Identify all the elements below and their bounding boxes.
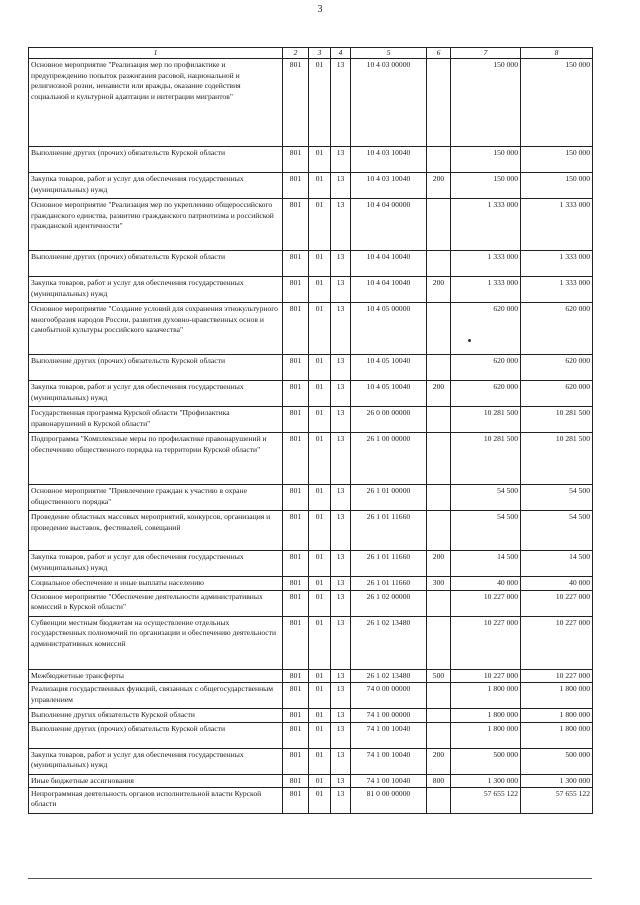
table-row [29,251,593,277]
table-row [29,355,593,381]
bottom-rule [28,878,592,879]
budget-table [28,47,593,814]
cell-code-3: 01 [309,722,331,748]
cell-amount-7: 10 227 000 [451,616,521,669]
cell-code-6: 200 [427,381,451,407]
table-row [29,709,593,722]
cell-name: Закупка товаров, работ и услуг для обеспечения государственных (муниципальных) нужд [29,277,283,303]
cell-name: Основное мероприятие "Обеспечение деятельности административных комиссий в Курской области" [29,590,283,616]
cell-name: Закупка товаров, работ и услуг для обеспечения государственных (муниципальных) нужд [29,551,283,577]
cell-code-5: 26 1 00 00000 [351,433,427,485]
cell-name: Закупка товаров, работ и услуг для обеспечения государственных (муниципальных) нужд [29,381,283,407]
cell-code-2: 801 [283,303,309,355]
cell-code-5: 74 1 00 10040 [351,774,427,787]
cell-amount-7: 1 800 000 [451,709,521,722]
cell-code-4: 13 [331,709,351,722]
cell-amount-7: 10 227 000 [451,590,521,616]
cell-code-3: 01 [309,381,331,407]
cell-code-5: 74 1 00 10040 [351,722,427,748]
cell-code-4: 13 [331,407,351,433]
cell-code-2: 801 [283,407,309,433]
cell-amount-8: 1 800 000 [521,683,593,709]
cell-amount-7: 150 000 [451,59,521,147]
cell-code-6 [427,147,451,173]
cell-name: Выполнение других (прочих) обязательств Курской области [29,722,283,748]
cell-code-5: 26 0 00 00000 [351,407,427,433]
cell-code-5: 10 4 05 10040 [351,381,427,407]
cell-amount-8: 57 655 122 [521,788,593,814]
cell-name: Закупка товаров, работ и услуг для обеспечения государственных (муниципальных) нужд [29,748,283,774]
header-col-8: 8 [521,48,593,59]
cell-code-3: 01 [309,616,331,669]
table-row [29,683,593,709]
cell-amount-7: 1 333 000 [451,277,521,303]
cell-code-4: 13 [331,669,351,682]
table-row [29,616,593,669]
table-body [29,59,593,814]
cell-code-2: 801 [283,511,309,551]
cell-code-5: 26 1 02 00000 [351,590,427,616]
cell-code-4: 13 [331,59,351,147]
cell-code-6 [427,788,451,814]
cell-code-5: 10 4 03 10040 [351,173,427,199]
cell-amount-7: 150 000 [451,173,521,199]
cell-code-2: 801 [283,616,309,669]
cell-amount-8: 10 227 000 [521,590,593,616]
cell-code-4: 13 [331,433,351,485]
cell-code-2: 801 [283,788,309,814]
table-row [29,722,593,748]
header-col-1: 1 [29,48,283,59]
cell-name: Основное мероприятие "Реализация мер по профилактике и предупреждению попыток разжигания расовой, национальной и религиозной розни, ненависти или вражды, оказание содействия социальной и культурной адаптации и интеграции мигрантов" [29,59,283,147]
cell-code-3: 01 [309,788,331,814]
cell-code-6: 800 [427,774,451,787]
cell-code-4: 13 [331,748,351,774]
cell-amount-7: 10 227 000 [451,669,521,682]
page-number: 3 [317,4,323,15]
cell-code-5: 81 0 00 00000 [351,788,427,814]
cell-code-2: 801 [283,381,309,407]
cell-code-3: 01 [309,199,331,251]
cell-name: Государственная программа Курской области "Профилактика правонарушений в Курской области" [29,407,283,433]
cell-code-3: 01 [309,577,331,590]
cell-code-5: 10 4 03 10040 [351,147,427,173]
table-row [29,147,593,173]
cell-amount-7: 150 000 [451,147,521,173]
cell-code-3: 01 [309,355,331,381]
header-col-6: 6 [427,48,451,59]
cell-code-6: 500 [427,669,451,682]
cell-amount-7: 1 300 000 [451,774,521,787]
table-row [29,381,593,407]
cell-code-4: 13 [331,788,351,814]
cell-amount-7: 1 800 000 [451,683,521,709]
cell-code-6: 300 [427,577,451,590]
table-row [29,551,593,577]
cell-amount-8: 40 000 [521,577,593,590]
cell-amount-7: 40 000 [451,577,521,590]
table-row [29,748,593,774]
cell-name: Иные бюджетные ассигнования [29,774,283,787]
cell-amount-8: 10 227 000 [521,669,593,682]
cell-code-2: 801 [283,485,309,511]
cell-code-2: 801 [283,748,309,774]
cell-code-4: 13 [331,355,351,381]
cell-code-3: 01 [309,669,331,682]
cell-code-5: 26 1 02 13480 [351,669,427,682]
cell-code-2: 801 [283,59,309,147]
cell-code-4: 13 [331,511,351,551]
cell-code-5: 74 1 00 00000 [351,709,427,722]
cell-code-2: 801 [283,251,309,277]
cell-code-5: 74 0 00 00000 [351,683,427,709]
cell-code-6 [427,683,451,709]
cell-code-6: 200 [427,748,451,774]
table-row [29,199,593,251]
cell-amount-8: 10 227 000 [521,616,593,669]
cell-code-6 [427,485,451,511]
table-row [29,407,593,433]
cell-code-6 [427,511,451,551]
cell-code-6 [427,251,451,277]
cell-code-2: 801 [283,147,309,173]
cell-amount-7: 10 281 500 [451,407,521,433]
cell-name: Основное мероприятие "Реализация мер по укреплению общероссийского гражданского единства, развитию гражданского патриотизма и российской гражданской идентичности" [29,199,283,251]
cell-name: Основное мероприятие "Создание условий для сохранения этнокультурного многообразия народов России, развития духовно-нравственных основ и самобытной культуры российского казачества" [29,303,283,355]
cell-code-6: 200 [427,277,451,303]
cell-code-6: 200 [427,173,451,199]
table-row [29,511,593,551]
cell-code-3: 01 [309,251,331,277]
cell-code-5: 26 1 02 13480 [351,616,427,669]
cell-amount-7: 500 000 [451,748,521,774]
cell-name: Реализация государственных функций, связанных с общегосударственным управлением [29,683,283,709]
cell-amount-8: 620 000 [521,303,593,355]
table-row [29,577,593,590]
cell-amount-8: 500 000 [521,748,593,774]
header-col-7: 7 [451,48,521,59]
cell-code-3: 01 [309,173,331,199]
cell-amount-7: 1 800 000 [451,722,521,748]
table-row [29,788,593,814]
header-row [29,48,593,59]
table-row [29,485,593,511]
cell-code-3: 01 [309,433,331,485]
cell-name: Социальное обеспечение и иные выплаты населению [29,577,283,590]
table-row [29,774,593,787]
cell-code-2: 801 [283,669,309,682]
cell-amount-7: 620 000 [451,355,521,381]
cell-code-2: 801 [283,433,309,485]
table-row [29,277,593,303]
cell-code-4: 13 [331,199,351,251]
cell-name: Непрограммная деятельность органов исполнительной власти Курской области [29,788,283,814]
cell-code-4: 13 [331,251,351,277]
cell-code-6 [427,303,451,355]
cell-code-5: 10 4 05 10040 [351,355,427,381]
header-col-5: 5 [351,48,427,59]
cell-amount-8: 1 333 000 [521,251,593,277]
cell-code-5: 10 4 03 00000 [351,59,427,147]
cell-name: Выполнение других (прочих) обязательств Курской области [29,251,283,277]
cell-amount-7: 1 333 000 [451,251,521,277]
cell-code-3: 01 [309,551,331,577]
cell-code-4: 13 [331,381,351,407]
cell-code-6: 200 [427,551,451,577]
cell-amount-8: 1 333 000 [521,199,593,251]
cell-code-6 [427,355,451,381]
cell-code-4: 13 [331,551,351,577]
cell-code-3: 01 [309,683,331,709]
cell-amount-8: 620 000 [521,355,593,381]
cell-code-5: 10 4 04 00000 [351,199,427,251]
cell-code-4: 13 [331,616,351,669]
cell-amount-8: 10 281 500 [521,407,593,433]
cell-code-2: 801 [283,355,309,381]
cell-name: Субвенции местным бюджетам на осуществление отдельных государственных полномочий по организации и обеспечению деятельности административных комиссий [29,616,283,669]
cell-amount-8: 620 000 [521,381,593,407]
cell-code-4: 13 [331,147,351,173]
cell-amount-7: 1 333 000 [451,199,521,251]
cell-code-3: 01 [309,407,331,433]
cell-code-2: 801 [283,709,309,722]
cell-code-6 [427,590,451,616]
table-row [29,59,593,147]
cell-code-6 [427,59,451,147]
cell-code-4: 13 [331,774,351,787]
cell-code-2: 801 [283,199,309,251]
cell-name: Межбюджетные трансферты [29,669,283,682]
cell-amount-8: 150 000 [521,173,593,199]
cell-code-5: 10 4 05 00000 [351,303,427,355]
cell-code-6 [427,722,451,748]
table-row [29,303,593,355]
cell-code-6 [427,433,451,485]
cell-name: Выполнение других (прочих) обязательств Курской области [29,147,283,173]
table-row [29,433,593,485]
cell-amount-8: 1 300 000 [521,774,593,787]
cell-code-4: 13 [331,577,351,590]
cell-code-2: 801 [283,551,309,577]
cell-code-5: 10 4 04 10040 [351,251,427,277]
cell-code-6 [427,199,451,251]
cell-amount-7: 620 000 [451,303,521,355]
cell-code-4: 13 [331,590,351,616]
table-row [29,173,593,199]
cell-code-2: 801 [283,277,309,303]
cell-code-4: 13 [331,303,351,355]
header-col-2: 2 [283,48,309,59]
cell-code-2: 801 [283,577,309,590]
cell-name: Подпрограмма "Комплексные меры по профилактике правонарушений и обеспечению общественного порядка на территории Курской области" [29,433,283,485]
cell-code-2: 801 [283,722,309,748]
cell-code-5: 74 1 00 10040 [351,748,427,774]
cell-amount-8: 150 000 [521,147,593,173]
cell-code-5: 26 1 01 00000 [351,485,427,511]
cell-code-2: 801 [283,683,309,709]
cell-code-3: 01 [309,485,331,511]
cell-code-3: 01 [309,59,331,147]
cell-amount-8: 54 500 [521,485,593,511]
cell-name: Выполнение других обязательств Курской области [29,709,283,722]
cell-amount-7: 54 500 [451,511,521,551]
cell-amount-7: 14 500 [451,551,521,577]
cell-amount-8: 1 800 000 [521,709,593,722]
cell-code-3: 01 [309,147,331,173]
cell-code-2: 801 [283,590,309,616]
cell-name: Закупка товаров, работ и услуг для обеспечения государственных (муниципальных) нужд [29,173,283,199]
cell-code-6 [427,709,451,722]
cell-amount-8: 14 500 [521,551,593,577]
cell-code-3: 01 [309,511,331,551]
cell-code-3: 01 [309,303,331,355]
cell-code-5: 26 1 01 11660 [351,551,427,577]
cell-code-3: 01 [309,748,331,774]
cell-amount-8: 1 800 000 [521,722,593,748]
cell-code-5: 26 1 01 11660 [351,511,427,551]
cell-amount-7: 620 000 [451,381,521,407]
cell-amount-7: 10 281 500 [451,433,521,485]
cell-amount-8: 54 500 [521,511,593,551]
cell-code-5: 26 1 01 11660 [351,577,427,590]
cell-code-3: 01 [309,774,331,787]
cell-code-5: 10 4 04 10040 [351,277,427,303]
cell-code-3: 01 [309,709,331,722]
header-col-4: 4 [331,48,351,59]
cell-name: Проведение областных массовых мероприятий, конкурсов, организация и проведение выставок, фестивалей, совещаний [29,511,283,551]
cell-code-6 [427,407,451,433]
cell-name: Выполнение других (прочих) обязательств Курской области [29,355,283,381]
cell-amount-7: 57 655 122 [451,788,521,814]
table-row [29,590,593,616]
cell-code-2: 801 [283,774,309,787]
cell-code-4: 13 [331,485,351,511]
cell-code-2: 801 [283,173,309,199]
cell-amount-8: 150 000 [521,59,593,147]
cell-code-6 [427,616,451,669]
cell-amount-7: 54 500 [451,485,521,511]
cell-code-3: 01 [309,277,331,303]
cell-name: Основное мероприятие "Привлечение граждан к участию в охране общественного порядка" [29,485,283,511]
table-row [29,669,593,682]
cell-code-4: 13 [331,722,351,748]
cell-code-4: 13 [331,683,351,709]
cell-amount-8: 1 333 000 [521,277,593,303]
cell-amount-8: 10 281 500 [521,433,593,485]
header-col-3: 3 [309,48,331,59]
cell-code-3: 01 [309,590,331,616]
cell-code-4: 13 [331,173,351,199]
cell-code-4: 13 [331,277,351,303]
